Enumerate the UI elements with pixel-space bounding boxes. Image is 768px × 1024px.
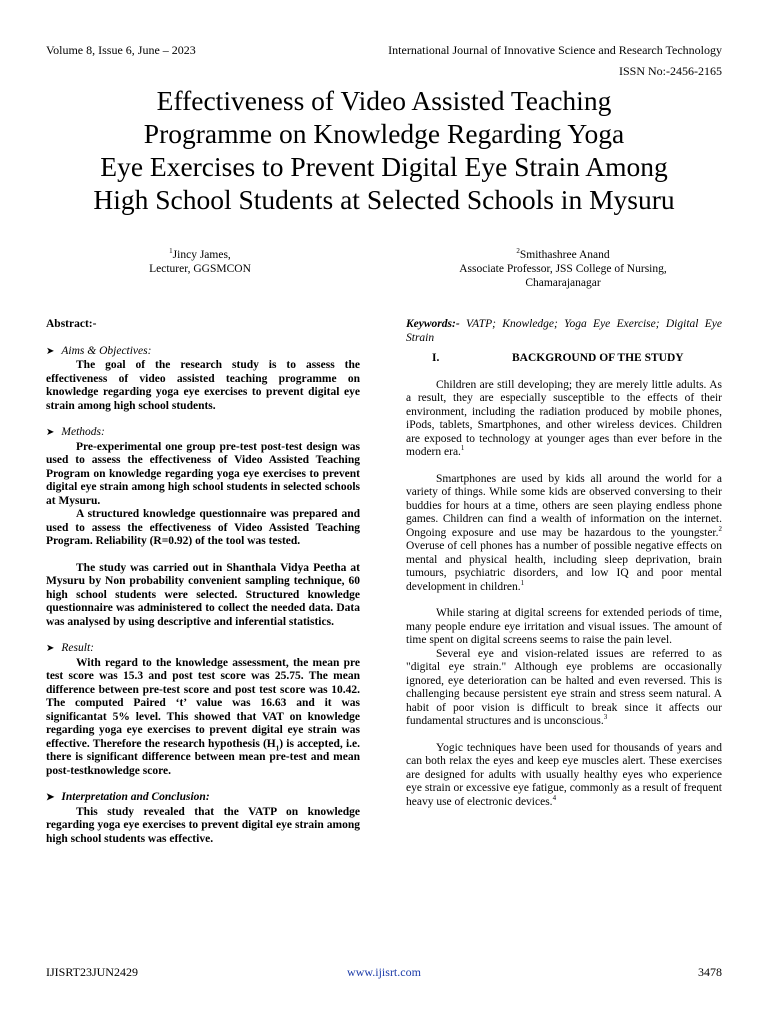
keywords: Keywords:- VATP; Knowledge; Yoga Eye Exercise; Digital Eye Strain — [406, 318, 722, 344]
body-column — [406, 318, 722, 809]
body-paragraph: While staring at digital screens for extended periods of time, many people endure eye irritation and visual issues. The amount of time spent on digital screens seems to raise the pain level. — [406, 607, 722, 646]
footer-paper-id: IJISRT23JUN2429 — [46, 965, 138, 979]
arrow-bullet-icon: ➤ — [46, 345, 55, 357]
methods-paragraph: A structured knowledge questionnaire was prepared and used to assess the effectiveness of Video Assisted Teaching Program. Reliability (R=0.92) of the tool was tested. — [46, 508, 360, 547]
body-paragraph: Yogic techniques have been used for thousands of years and can both relax the eyes and keep eye muscles alert. These exercises are designed for adults with usually healthy eyes who experience eye strain or excessive eye fatigue, commonly as a result of frequent heavy use of electronic devices.$^4$ — [406, 741, 722, 808]
result-heading: ➤ Result: — [46, 642, 94, 654]
issn-number: ISSN No:-2456-2165 — [618, 64, 722, 78]
methods-heading: ➤ Methods: — [46, 426, 105, 438]
body-paragraph: Several eye and vision-related issues are referred to as "digital eye strain." Although eye problems are occasionally ignored, eye deterioration can be halted and even reversed. This is challenging because persistent eye strain and stress seem natural. A habit of poor vision is difficult to break since it affects our fundamental structures and is unconscious.$^3$ — [406, 647, 722, 727]
body-paragraph: Smartphones are used by kids all around the world for a variety of things. While some kids are observed conversing to their buddies for hours at a time, others are seen playing endless phone games. Children can find a wealth of information on the internet. Ongoing exposure and use may be hazardous to the youngster.$^2$ Overuse of cell phones has a number of possible negative effects on mental and physical health, including sleep deprivation, brain tumours, psychiatric disorders, and low IQ and poor mental development in children.$^1$ — [406, 472, 722, 593]
abstract-column — [46, 318, 360, 846]
author-affiliation: Associate Professor, JSS College of Nursing, — [459, 263, 667, 275]
title-line: Effectiveness of Video Assisted Teaching — [156, 85, 612, 116]
journal-name: International Journal of Innovative Science and Research Technology — [388, 43, 722, 57]
result-text: With regard to the knowledge assessment, the mean pre test score was 15.3 and post test score was 25.75. The mean difference between pre-test score and post test score was 10.42. The computed Paired ‘t’ value was 16.63 and it was significantat 5% level. This showed that VAT on knowledge regarding yoga eye exercises to prevent digital eye strain was effective. Therefore the research hypothesis $(H_1)$ is accepted, i.e. there is significant difference between mean pre-test and mean post-testknowledge score. — [46, 656, 360, 777]
title-line: High School Students at Selected Schools in Mysuru — [93, 184, 675, 215]
author-name: Jincy James, — [172, 249, 231, 261]
author-block — [418, 248, 708, 290]
methods-paragraph: The study was carried out in Shanthala Vidya Peetha at Mysuru by Non probability convenient sampling technique, 60 high school students were selected. Structured knowledge questionnaire was administered to collect the needed data. Data was analysed by using descriptive and inferential statistics. — [46, 561, 360, 628]
arrow-bullet-icon: ➤ — [46, 643, 55, 654]
volume-issue: Volume 8, Issue 6, June – 2023 — [46, 43, 196, 57]
arrow-bullet-icon: ➤ — [46, 427, 55, 438]
body-paragraph: Children are still developing; they are merely little adults. As a result, they are especially susceptible to the effects of their environment, including the radiation produced by mobile phones, iPods, tablets, Smartphones, and other wireless devices. Children are exposed to technology at younger ages than ever before in the modern era.$^1$ — [406, 378, 722, 458]
title-line: Eye Exercises to Prevent Digital Eye Strain Among — [100, 151, 668, 182]
aims-heading: ➤ Aims & Objectives: — [46, 344, 152, 357]
conclusion-text: This study revealed that the VATP on knowledge regarding yoga eye exercises to prevent digital eye strain among high school students was effective. — [46, 805, 360, 845]
methods-paragraph: Pre-experimental one group pre-test post-test design was used to assess the effectiveness of Video Assisted Teaching Program on knowledge regarding yoga eye exercises to prevent digital eye strain among high school students in selected schools at Mysuru. — [46, 440, 360, 507]
abstract-label: Abstract:- — [46, 318, 97, 330]
author-block — [120, 248, 280, 276]
title-line: Programme on Knowledge Regarding Yoga — [143, 118, 625, 149]
author-number: 2 — [516, 247, 520, 256]
conclusion-heading: ➤ Interpretation and Conclusion: — [46, 791, 210, 803]
aims-text: The goal of the research study is to assess the effectiveness of video assisted teaching programme on knowledge regarding yoga eye exercises to prevent digital eye strain among high school students. — [46, 359, 360, 412]
author-name: Smithashree Anand — [519, 249, 610, 261]
paper-title — [40, 84, 728, 216]
footer-website-link[interactable]: www.ijisrt.com — [347, 965, 421, 979]
section-heading: I. BACKGROUND OF THE STUDY — [432, 352, 684, 364]
arrow-bullet-icon: ➤ — [46, 792, 55, 803]
page-number: 3478 — [698, 965, 722, 979]
author-affiliation: Chamarajanagar — [525, 277, 601, 289]
author-number: 1 — [169, 247, 173, 256]
author-affiliation: Lecturer, GGSMCON — [149, 263, 251, 275]
